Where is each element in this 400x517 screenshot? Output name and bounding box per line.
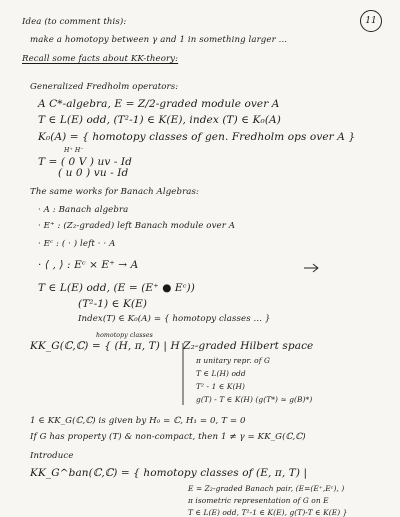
cstar-line: A C*-algebra, E = Z/2-graded module over A xyxy=(38,98,280,110)
kk-ban-definition: KK_G^ban(ℂ,ℂ) = { homotopy classes of (E, π, T) | xyxy=(30,467,308,479)
homotopy-label: homotopy classes xyxy=(96,332,153,339)
kk-condition-compact: T² - 1 ∈ K(H) xyxy=(196,382,245,391)
banach-dual-item: · Eᶜ : ( · ) left · · A xyxy=(38,239,116,249)
pairing-item: · ⟨ , ⟩ : Eᶜ × E⁺ → A xyxy=(38,259,139,271)
idea-text: make a homotopy between γ and 1 in something larger ... xyxy=(30,35,288,45)
recall-heading: Recall some facts about KK-theory: xyxy=(22,54,179,64)
introduce-label: Introduce xyxy=(30,451,74,461)
k0-definition: K₀(A) = { homotopy classes of gen. Fredholm ops over A } xyxy=(38,131,356,143)
banach-odd-operator: T ∈ L(E) odd, (E = (E⁺ ● Eᶜ)) xyxy=(38,282,195,294)
banach-index-line: Index(T) ∈ K₀(A) = { homotopy classes ... } xyxy=(78,314,271,324)
odd-operator-line: T ∈ L(E) odd, (T²-1) ∈ K(E), index (T) ∈ K₀(A) xyxy=(38,114,281,126)
fredholm-heading: Generalized Fredholm operators: xyxy=(30,82,179,92)
banach-module-item: · E⁺ : (Z₂-graded) left Banach module over A xyxy=(38,221,236,231)
idea-heading: Idea (to comment this): xyxy=(22,17,127,27)
kk-ban-condition-pair: E = Z₂-graded Banach pair, (E=(E⁺,Eᶜ), ) xyxy=(188,484,345,493)
matrix-header: H⁺ H⁻ xyxy=(64,147,84,154)
banach-heading: The same works for Banach Algebras: xyxy=(30,187,200,197)
page-number: 11 xyxy=(360,10,382,32)
kk-condition-odd: T ∈ L(H) odd xyxy=(196,369,246,378)
kk-ban-condition-pi: π isometric representation of G on E xyxy=(188,496,329,505)
matrix-row-1: T = ( 0 V ) uv - Id xyxy=(38,156,132,168)
kk-ban-condition-operator: T ∈ L(E) odd, T²-1 ∈ K(E), g(T)-T ∈ K(E) } xyxy=(188,508,348,517)
matrix-row-2: ( u 0 ) vu - Id xyxy=(58,167,129,179)
banach-compact-condition: (T²-1) ∈ K(E) xyxy=(78,298,148,310)
banach-algebra-item: · A : Banach algebra xyxy=(38,205,129,215)
kk-condition-equivariant: g(T) - T ∈ K(H) (g(T*) ≈ g(B)*) xyxy=(196,395,313,404)
property-t-line: If G has property (T) & non-compact, then 1 ≠ γ = KK_G(ℂ,ℂ) xyxy=(30,432,306,442)
kk-definition: KK_G(ℂ,ℂ) = { (H, π, T) | H Z₂-graded Hilbert space xyxy=(30,340,314,352)
pairing-arrow xyxy=(304,264,318,272)
kk-condition-pi: π unitary repr. of G xyxy=(196,356,271,365)
unit-element-line: 1 ∈ KK_G(ℂ,ℂ) is given by H₀ = ℂ, H₁ = 0, T = 0 xyxy=(30,416,246,426)
